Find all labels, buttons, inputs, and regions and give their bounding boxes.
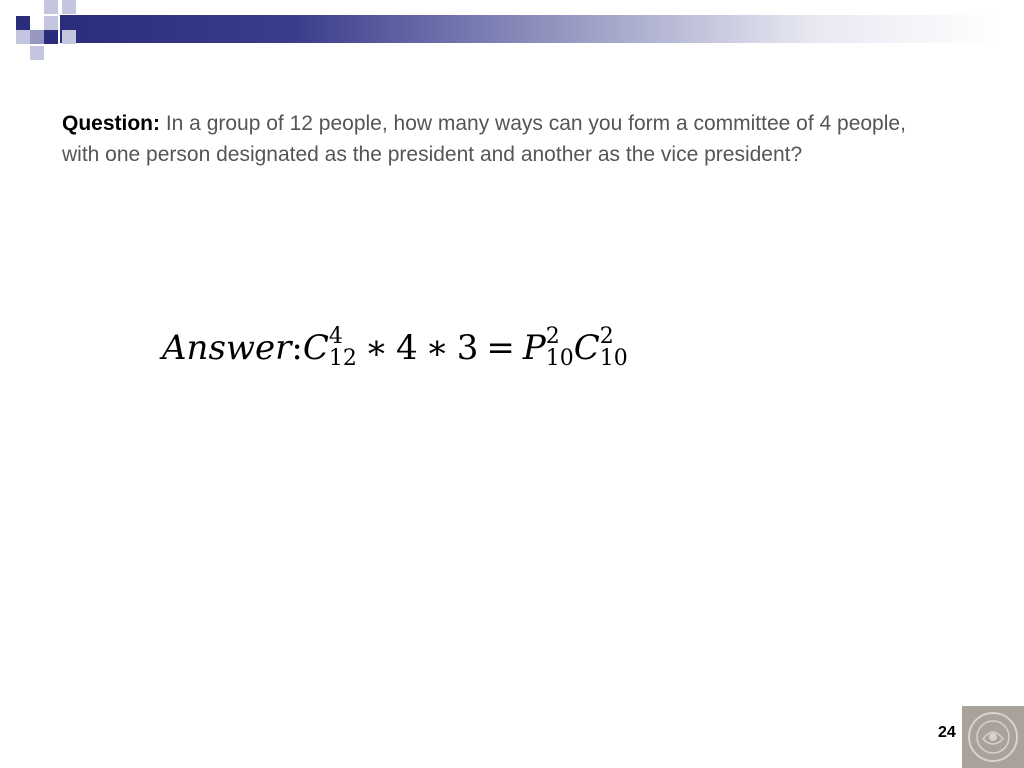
permutation-p-letter: P <box>522 328 546 368</box>
equals-sign: = <box>486 328 515 368</box>
answer-word: Answer <box>162 328 292 368</box>
math-circle-seal-logo-icon <box>962 706 1024 768</box>
subscript: 10 <box>545 346 574 371</box>
answer-formula <box>162 324 628 372</box>
header-square <box>30 46 44 60</box>
superscript: 2 <box>599 324 614 349</box>
header-square <box>16 16 30 30</box>
combination-indices <box>329 326 357 370</box>
combination-c-letter: C <box>302 328 329 368</box>
factor-four: 4 <box>395 328 418 368</box>
superscript: 2 <box>545 324 560 349</box>
combination-indices <box>600 326 628 370</box>
answer-colon: : <box>291 328 303 368</box>
header-square <box>44 30 58 44</box>
header-square <box>30 30 44 44</box>
subscript: 12 <box>328 346 357 371</box>
question-paragraph <box>62 108 942 170</box>
header-gradient-bar <box>60 15 1000 43</box>
header-square <box>62 30 76 44</box>
header-square <box>44 16 58 30</box>
superscript: 4 <box>328 324 343 349</box>
question-text: In a group of 12 people, how many ways can you form a committee of 4 people, with one person designated as the president and another as the vice president? <box>62 112 906 166</box>
seal-graphic <box>965 709 1021 765</box>
multiply-star: ∗ <box>364 328 388 368</box>
subscript: 10 <box>599 346 628 371</box>
header-square <box>62 0 76 14</box>
factor-three: 3 <box>456 328 479 368</box>
header-square <box>16 30 30 44</box>
combination-c-letter: C <box>573 328 600 368</box>
permutation-indices <box>546 326 574 370</box>
header-square <box>44 0 58 14</box>
multiply-star: ∗ <box>425 328 449 368</box>
page-number: 24 <box>938 724 956 741</box>
question-label: Question: <box>62 112 160 135</box>
